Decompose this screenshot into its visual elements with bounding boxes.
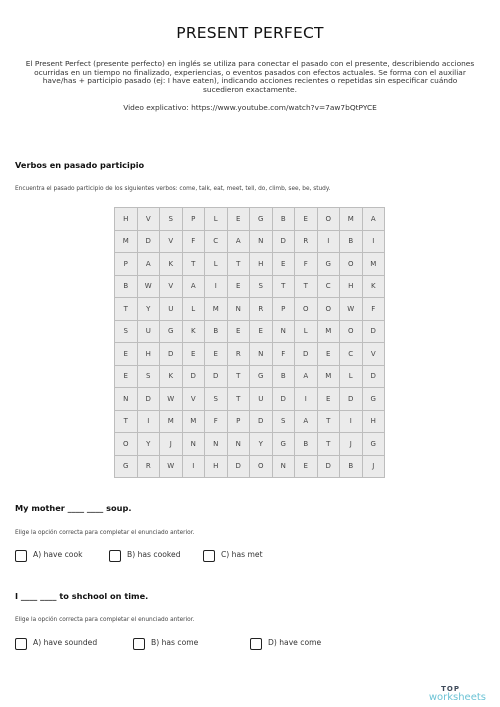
- grid-cell[interactable]: P: [182, 208, 205, 231]
- grid-cell[interactable]: E: [227, 275, 250, 298]
- question-1-instruction: Elige la opción correcta para completar el enunciado anterior.: [15, 530, 195, 536]
- q2-option-a[interactable]: [15, 638, 97, 650]
- grid-cell[interactable]: D: [272, 388, 295, 411]
- grid-cell[interactable]: E: [317, 343, 340, 366]
- grid-cell[interactable]: O: [340, 253, 363, 276]
- grid-cell[interactable]: T: [227, 365, 250, 388]
- grid-cell[interactable]: B: [340, 230, 363, 253]
- grid-cell[interactable]: I: [340, 410, 363, 433]
- grid-cell[interactable]: O: [317, 208, 340, 231]
- grid-cell[interactable]: O: [317, 298, 340, 321]
- checkbox[interactable]: [133, 638, 145, 650]
- grid-cell[interactable]: E: [115, 343, 138, 366]
- grid-cell[interactable]: D: [272, 230, 295, 253]
- grid-cell[interactable]: V: [160, 230, 183, 253]
- grid-cell[interactable]: D: [250, 410, 273, 433]
- grid-cell[interactable]: D: [227, 455, 250, 478]
- grid-cell[interactable]: F: [182, 230, 205, 253]
- grid-cell[interactable]: G: [115, 455, 138, 478]
- grid-cell[interactable]: M: [205, 298, 228, 321]
- grid-cell[interactable]: D: [340, 388, 363, 411]
- grid-cell[interactable]: E: [115, 365, 138, 388]
- grid-cell[interactable]: T: [317, 410, 340, 433]
- grid-cell[interactable]: W: [160, 388, 183, 411]
- grid-cell[interactable]: K: [160, 365, 183, 388]
- option-label: A) have sounded: [33, 637, 98, 647]
- grid-cell[interactable]: N: [250, 230, 273, 253]
- grid-cell[interactable]: F: [362, 298, 385, 321]
- grid-cell[interactable]: T: [272, 275, 295, 298]
- grid-cell[interactable]: N: [250, 343, 273, 366]
- grid-cell[interactable]: D: [362, 320, 385, 343]
- grid-cell[interactable]: O: [340, 320, 363, 343]
- q1-option-a[interactable]: [15, 550, 82, 562]
- grid-cell[interactable]: M: [362, 253, 385, 276]
- grid-cell[interactable]: L: [205, 208, 228, 231]
- grid-cell[interactable]: L: [205, 253, 228, 276]
- grid-cell[interactable]: T: [227, 253, 250, 276]
- grid-cell[interactable]: A: [362, 208, 385, 231]
- logo-top-text: TOP: [441, 685, 460, 693]
- option-label: B) has cooked: [127, 549, 181, 559]
- grid-row: [115, 343, 385, 366]
- grid-cell[interactable]: C: [205, 230, 228, 253]
- grid-cell[interactable]: N: [272, 320, 295, 343]
- grid-cell[interactable]: J: [160, 433, 183, 456]
- grid-cell[interactable]: N: [227, 433, 250, 456]
- grid-row: [115, 275, 385, 298]
- grid-cell[interactable]: G: [160, 320, 183, 343]
- grid-cell[interactable]: D: [295, 343, 318, 366]
- grid-cell[interactable]: A: [295, 410, 318, 433]
- grid-cell[interactable]: I: [362, 230, 385, 253]
- grid-cell[interactable]: Y: [137, 298, 160, 321]
- grid-cell[interactable]: W: [340, 298, 363, 321]
- grid-cell[interactable]: H: [362, 410, 385, 433]
- grid-cell[interactable]: V: [362, 343, 385, 366]
- grid-row: [115, 253, 385, 276]
- grid-cell[interactable]: P: [227, 410, 250, 433]
- grid-cell[interactable]: K: [362, 275, 385, 298]
- grid-cell[interactable]: H: [340, 275, 363, 298]
- grid-cell[interactable]: R: [295, 230, 318, 253]
- grid-cell[interactable]: M: [115, 230, 138, 253]
- grid-cell[interactable]: A: [227, 230, 250, 253]
- grid-cell[interactable]: B: [272, 208, 295, 231]
- grid-cell[interactable]: S: [250, 275, 273, 298]
- grid-cell[interactable]: C: [340, 343, 363, 366]
- grid-cell[interactable]: E: [205, 343, 228, 366]
- grid-cell[interactable]: S: [272, 410, 295, 433]
- wordsearch-grid: [114, 207, 385, 478]
- grid-cell[interactable]: T: [115, 298, 138, 321]
- grid-cell[interactable]: A: [137, 253, 160, 276]
- grid-cell[interactable]: D: [182, 365, 205, 388]
- grid-cell[interactable]: D: [160, 343, 183, 366]
- intro-paragraph: El Present Perfect (presente perfecto) en inglés se utiliza para conectar el pasado con el presente, describiendo acciones ocurridas en un tiempo no finalizado, experiencias, o eventos pasados con efectos actuales. Se forma con el auxiliar have/has + participio pasado (ej: I have eaten), indicando acciones recientes o repetidas sin especificar cuándo sucedieron exactamente.: [25, 59, 475, 94]
- grid-cell[interactable]: N: [227, 298, 250, 321]
- grid-cell[interactable]: H: [115, 208, 138, 231]
- video-link-text[interactable]: Video explicativo: https://www.youtube.com/watch?v=7aw7bQtPYCE: [123, 103, 377, 112]
- grid-cell[interactable]: I: [137, 410, 160, 433]
- grid-cell[interactable]: H: [137, 343, 160, 366]
- logo-main-text: worksheets: [428, 692, 486, 703]
- grid-row: [115, 410, 385, 433]
- option-label: B) has come: [151, 637, 199, 647]
- grid-cell[interactable]: G: [250, 365, 273, 388]
- grid-cell[interactable]: M: [317, 320, 340, 343]
- section-title-participles: Verbos en pasado participio: [15, 160, 145, 170]
- grid-cell[interactable]: N: [182, 433, 205, 456]
- grid-cell[interactable]: N: [272, 455, 295, 478]
- topworksheets-logo: [429, 686, 486, 703]
- checkbox[interactable]: [250, 638, 262, 650]
- grid-cell[interactable]: K: [182, 320, 205, 343]
- question-2-instruction: Elige la opción correcta para completar el enunciado anterior.: [15, 617, 195, 623]
- grid-row: [115, 388, 385, 411]
- grid-cell[interactable]: I: [317, 230, 340, 253]
- grid-row: [115, 455, 385, 478]
- checkbox[interactable]: [203, 550, 215, 562]
- grid-cell[interactable]: G: [272, 433, 295, 456]
- grid-cell[interactable]: F: [272, 343, 295, 366]
- grid-cell[interactable]: S: [205, 388, 228, 411]
- grid-row: [115, 208, 385, 231]
- grid-cell[interactable]: R: [250, 298, 273, 321]
- q1-option-c[interactable]: [203, 550, 263, 562]
- grid-cell[interactable]: T: [115, 410, 138, 433]
- option-label: D) have come: [268, 637, 322, 647]
- grid-cell[interactable]: F: [205, 410, 228, 433]
- grid-cell[interactable]: M: [317, 365, 340, 388]
- grid-cell[interactable]: K: [160, 253, 183, 276]
- grid-cell[interactable]: G: [250, 208, 273, 231]
- grid-cell[interactable]: M: [340, 208, 363, 231]
- grid-cell[interactable]: L: [340, 365, 363, 388]
- q1-option-b[interactable]: [109, 550, 181, 562]
- grid-row: [115, 298, 385, 321]
- page-title: PRESENT PERFECT: [176, 24, 324, 42]
- grid-cell[interactable]: E: [295, 208, 318, 231]
- checkbox[interactable]: [15, 550, 27, 562]
- grid-cell[interactable]: O: [115, 433, 138, 456]
- grid-row: [115, 320, 385, 343]
- grid-cell[interactable]: U: [250, 388, 273, 411]
- grid-cell[interactable]: B: [340, 455, 363, 478]
- grid-cell[interactable]: O: [250, 455, 273, 478]
- grid-cell[interactable]: I: [295, 388, 318, 411]
- grid-cell[interactable]: J: [340, 433, 363, 456]
- grid-cell[interactable]: D: [362, 365, 385, 388]
- grid-cell[interactable]: E: [227, 320, 250, 343]
- grid-cell[interactable]: Y: [250, 433, 273, 456]
- grid-cell[interactable]: H: [250, 253, 273, 276]
- grid-cell[interactable]: D: [137, 388, 160, 411]
- grid-cell[interactable]: B: [272, 365, 295, 388]
- q2-option-b[interactable]: [133, 638, 198, 650]
- grid-cell[interactable]: M: [182, 410, 205, 433]
- grid-cell[interactable]: T: [295, 275, 318, 298]
- grid-cell[interactable]: U: [137, 320, 160, 343]
- grid-cell[interactable]: S: [160, 208, 183, 231]
- checkbox[interactable]: [15, 638, 27, 650]
- grid-cell[interactable]: G: [317, 253, 340, 276]
- grid-cell[interactable]: L: [182, 298, 205, 321]
- grid-cell[interactable]: R: [227, 343, 250, 366]
- grid-cell[interactable]: F: [295, 253, 318, 276]
- grid-cell[interactable]: D: [205, 365, 228, 388]
- grid-cell[interactable]: T: [317, 433, 340, 456]
- grid-cell[interactable]: B: [205, 320, 228, 343]
- grid-cell[interactable]: U: [160, 298, 183, 321]
- grid-cell[interactable]: W: [137, 275, 160, 298]
- grid-cell[interactable]: E: [227, 208, 250, 231]
- grid-cell[interactable]: L: [295, 320, 318, 343]
- question-1-title: My mother ____ ____ soup.: [15, 503, 132, 513]
- grid-cell[interactable]: T: [227, 388, 250, 411]
- grid-cell[interactable]: E: [182, 343, 205, 366]
- grid-cell[interactable]: H: [205, 455, 228, 478]
- grid-cell[interactable]: P: [272, 298, 295, 321]
- grid-cell[interactable]: A: [182, 275, 205, 298]
- grid-cell[interactable]: I: [205, 275, 228, 298]
- question-2-title: I ____ ____ to shchool on time.: [15, 591, 149, 601]
- grid-row: [115, 433, 385, 456]
- grid-cell[interactable]: A: [295, 365, 318, 388]
- grid-cell[interactable]: B: [295, 433, 318, 456]
- grid-cell[interactable]: D: [137, 230, 160, 253]
- checkbox[interactable]: [109, 550, 121, 562]
- grid-row: [115, 365, 385, 388]
- grid-cell[interactable]: V: [182, 388, 205, 411]
- option-label: C) has met: [221, 549, 263, 559]
- grid-cell[interactable]: N: [115, 388, 138, 411]
- wordsearch-instruction: Encuentra el pasado participio de los siguientes verbos: come, talk, eat, meet, tell, do, climb, see, be, study.: [15, 186, 331, 192]
- grid-row: [115, 230, 385, 253]
- grid-cell[interactable]: S: [137, 365, 160, 388]
- grid-cell[interactable]: E: [317, 388, 340, 411]
- option-label: A) have cook: [33, 549, 83, 559]
- grid-cell[interactable]: N: [205, 433, 228, 456]
- grid-cell[interactable]: G: [362, 433, 385, 456]
- grid-cell[interactable]: V: [160, 275, 183, 298]
- q2-option-d[interactable]: [250, 638, 321, 650]
- grid-cell[interactable]: D: [317, 455, 340, 478]
- grid-cell[interactable]: V: [137, 208, 160, 231]
- grid-cell[interactable]: T: [182, 253, 205, 276]
- grid-cell[interactable]: W: [160, 455, 183, 478]
- grid-cell[interactable]: R: [137, 455, 160, 478]
- grid-cell[interactable]: S: [115, 320, 138, 343]
- grid-cell[interactable]: J: [362, 455, 385, 478]
- grid-cell[interactable]: O: [295, 298, 318, 321]
- grid-cell[interactable]: Y: [137, 433, 160, 456]
- grid-cell[interactable]: E: [250, 320, 273, 343]
- grid-cell[interactable]: E: [295, 455, 318, 478]
- grid-cell[interactable]: G: [362, 388, 385, 411]
- grid-cell[interactable]: C: [317, 275, 340, 298]
- grid-cell[interactable]: I: [182, 455, 205, 478]
- grid-cell[interactable]: B: [115, 275, 138, 298]
- grid-cell[interactable]: M: [160, 410, 183, 433]
- grid-cell[interactable]: E: [272, 253, 295, 276]
- grid-cell[interactable]: P: [115, 253, 138, 276]
